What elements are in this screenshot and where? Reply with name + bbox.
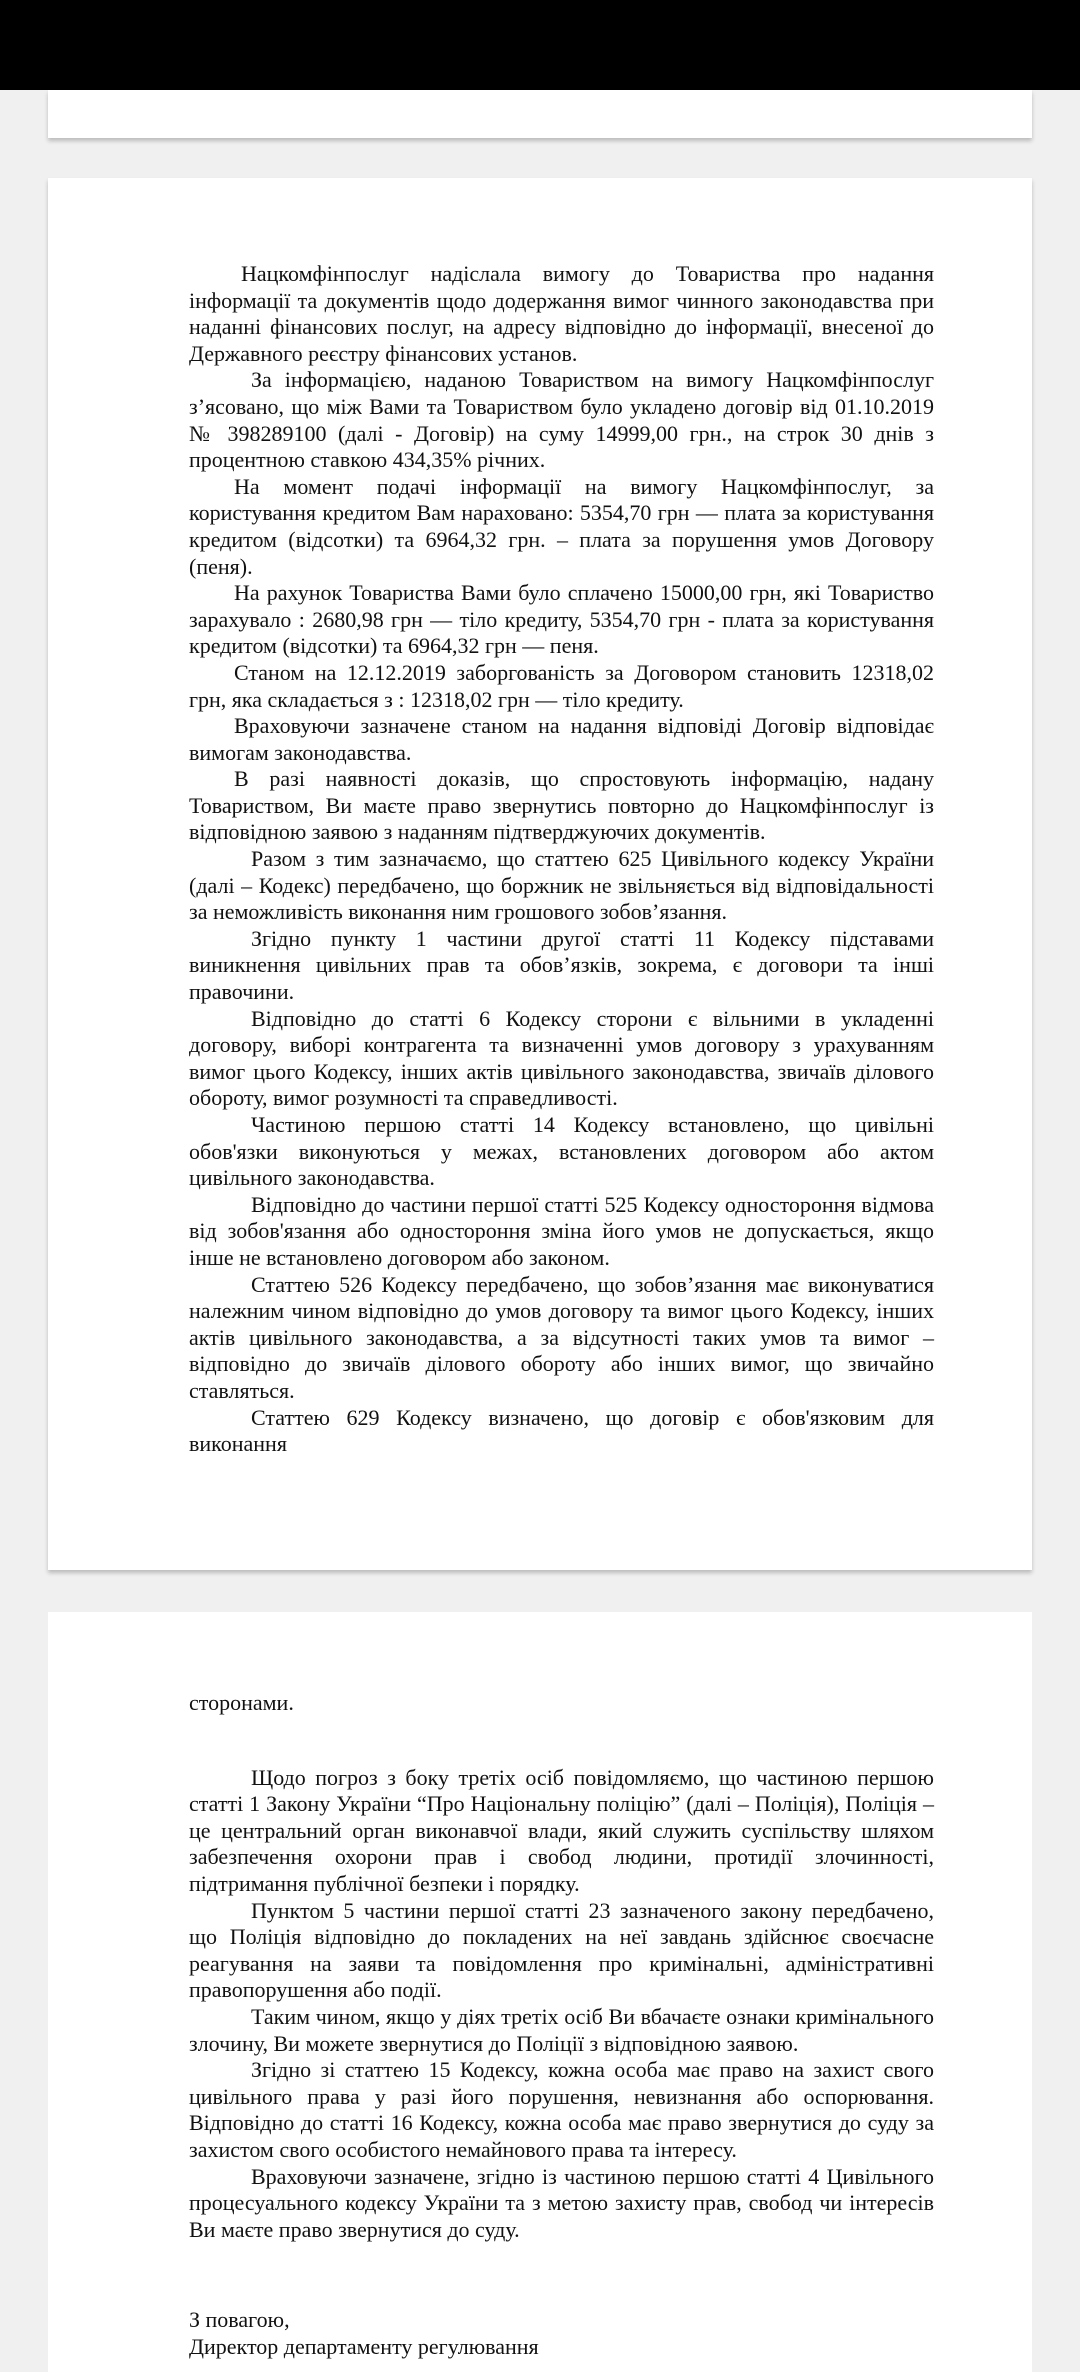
paragraph: Відповідно до статті 6 Кодексу сторони є вільними в укладенні договору, виборі контрагента та визначенні умов договору з урахуванням вимог цього Кодексу, інших актів цивільного законодавства, звичаїв ділового обороту, вимог розумності та справедливості. bbox=[189, 1005, 934, 1111]
continuation-line: сторонами. bbox=[189, 1690, 294, 1715]
paragraph: Відповідно до частини першої статті 525 Кодексу одностороння відмова від зобов'язання або одностороння зміна його умов не допускається, якщо інше не встановлено договором або законом. bbox=[189, 1191, 934, 1270]
document-page-3 bbox=[48, 1612, 1032, 2372]
page-2-text bbox=[189, 261, 934, 1458]
paragraph: За інформацією, наданою Товариством на вимогу Нацкомфінпослуг з’ясовано, що між Вами та Товариством було укладено договір від 01.10.2019 № 398289100 (далі - Договір) на суму 14999,00 грн., на строк 30 днів з процентною ставкою 434,35% річних. bbox=[189, 367, 934, 473]
paragraph: Разом з тим зазначаємо, що статтею 625 Цивільного кодексу України (далі – Кодекс) передбачено, що боржник не звільняється від відповідальності за неможливість виконання ним грошового зобов’язання. bbox=[189, 846, 934, 925]
paragraph: Нацкомфінпослуг надіслала вимогу до Товариства про надання інформації та документів щодо додержання вимог чинного законодавства при наданні фінансових послуг, на адресу відповідно до інформації, внесеної до Державного реєстру фінансових установ. bbox=[189, 261, 934, 366]
signature-closing: З повагою, bbox=[189, 2307, 290, 2333]
paragraph: Згідно пункту 1 частини другої статті 11 Кодексу підставами виникнення цивільних прав та обов’язків, зокрема, є договори та інші правочини. bbox=[189, 925, 934, 1005]
paragraph: Пунктом 5 частини першої статті 23 зазначеного закону передбачено, що Поліція відповідно до покладених на неї завдань здійснює своєчасне реагування на заяви та повідомлення про кримінальні, адміністративні правопорушення або події. bbox=[189, 1897, 934, 2003]
signature-position: Директор департаменту регулювання bbox=[189, 2333, 539, 2359]
paragraph: Враховуючи зазначене, згідно із частиною першою статті 4 Цивільного процесуального кодексу України та з метою захисту прав, свобод чи інтересів Ви маєте право звернутися до суду. bbox=[189, 2163, 934, 2242]
paragraph: Щодо погроз з боку третіх осіб повідомляємо, що частиною першою статті 1 Закону України “Про Національну поліцію” (далі – Поліція), Поліція – це центральний орган виконавчої влади, який служить суспільству шляхом забезпечення охорони прав і свобод людини, протидії злочинності, підтримання публічної безпеки і порядку. bbox=[189, 1764, 934, 1896]
paragraph: Станом на 12.12.2019 заборгованість за Договором становить 12318,02 грн, яка складається з : 12318,02 грн — тіло кредиту. bbox=[189, 659, 934, 712]
status-bar bbox=[0, 0, 1080, 90]
paragraph: Враховуючи зазначене станом на надання відповіді Договір відповідає вимогам законодавства. bbox=[189, 713, 934, 765]
document-page-2 bbox=[48, 178, 1032, 1570]
page-3-text bbox=[189, 1690, 934, 2360]
paragraph: На рахунок Товариства Вами було сплачено 15000,00 грн, які Товариство зарахувало : 2680,98 грн — тіло кредиту, 5354,70 грн - плата за користування кредитом (відсотки) та 6964,32 грн — пеня. bbox=[189, 580, 934, 659]
paragraph: Частиною першою статті 14 Кодексу встановлено, що цивільні обов'язки виконуються у межах, встановлених договором або актом цивільного законодавства. bbox=[189, 1112, 934, 1191]
paragraph: Таким чином, якщо у діях третіх осіб Ви вбачаєте ознаки кримінального злочину, Ви можете звернутися до Поліції з відповідною заявою. bbox=[189, 2003, 934, 2056]
paragraph: Статтею 629 Кодексу визначено, що договір є обов'язковим для виконання bbox=[189, 1404, 934, 1457]
paragraph: В разі наявності доказів, що спростовують інформацію, надану Товариством, Ви маєте право звернутись повторно до Нацкомфінпослуг із відповідною заявою з наданням підтверджуючих документів. bbox=[189, 766, 934, 845]
document-page-1 bbox=[48, 90, 1032, 138]
paragraph: Згідно зі статтею 15 Кодексу, кожна особа має право на захист свого цивільного права у разі його порушення, невизнання або оспорювання. Відповідно до статті 16 Кодексу, кожна особа має право звернутися до суду за захистом свого особистого немайнового права та інтересу. bbox=[189, 2057, 934, 2162]
paragraph: На момент подачі інформації на вимогу Нацкомфінпослуг, за користування кредитом Вам нараховано: 5354,70 грн — плата за користування кредитом (відсотки) та 6964,32 грн. – плата за порушення умов Договору (пеня). bbox=[189, 473, 934, 579]
paragraph: Статтею 526 Кодексу передбачено, що зобов’язання має виконуватися належним чином відповідно до умов договору та вимог цього Кодексу, інших актів цивільного законодавства, а за відсутності таких умов та вимог – відповідно до звичаїв ділового обороту або інших вимог, що звичайно ставляться. bbox=[189, 1271, 934, 1403]
